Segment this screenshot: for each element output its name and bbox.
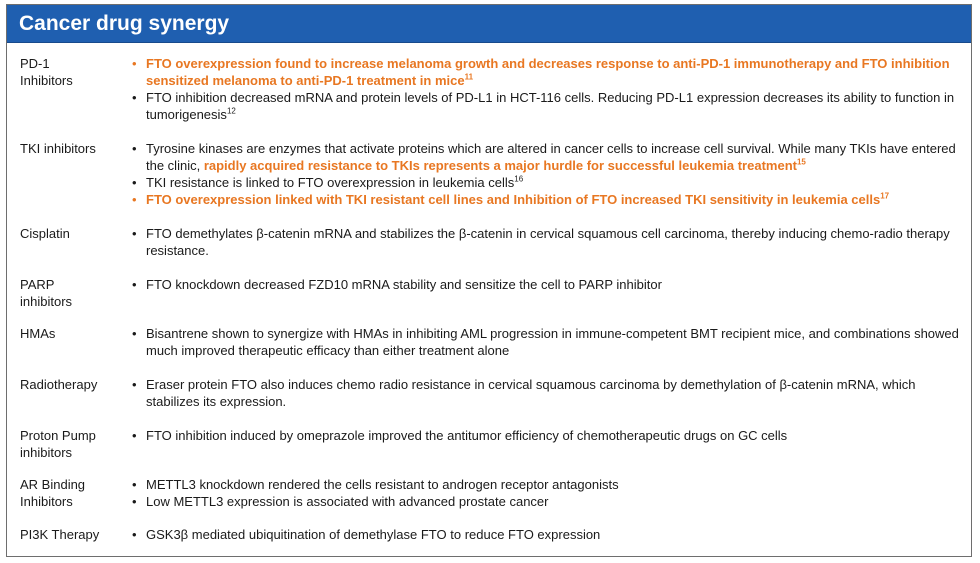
category-label: Proton Pump inhibitors [20, 428, 96, 460]
bullet-text: FTO overexpression found to increase melanoma growth and decreases response to anti-PD-1 immunotherapy and FTO inhibition sensitized melanoma to anti-PD-1 treatment in mice$^{11}$ [146, 56, 950, 88]
bullet-item [112, 191, 961, 208]
bullet-text: FTO overexpression linked with TKI resistant cell lines and Inhibition of FTO increased TKI sensitivity in leukemia cells$^{17}$ [146, 191, 890, 207]
category-label: AR Binding Inhibitors [20, 477, 86, 509]
bullet-item [112, 476, 961, 493]
bullet-item [112, 376, 961, 410]
bullet-marker: • [132, 56, 137, 71]
category-label: Cisplatin [20, 226, 70, 241]
row-pi3k [7, 526, 971, 543]
bullet-item [112, 276, 961, 293]
bullet-item [112, 325, 961, 359]
bullet-marker: • [132, 141, 137, 156]
slide-title: Cancer drug synergy [7, 5, 971, 43]
bullet-list [112, 140, 971, 208]
bullet-list [112, 325, 971, 359]
drug-table [7, 43, 971, 543]
row-proton-pump [7, 427, 971, 461]
bullet-list [112, 276, 971, 293]
category-label: TKI inhibitors [20, 141, 96, 156]
category-label: HMAs [20, 326, 56, 341]
category-label: PARP inhibitors [20, 277, 73, 309]
bullet-list [112, 476, 971, 510]
bullet-list [112, 526, 971, 543]
bullet-list [112, 376, 971, 410]
bullet-marker: • [132, 175, 137, 190]
category-label: PD-1 Inhibitors [20, 56, 73, 88]
bullet-text: METTL3 knockdown rendered the cells resistant to androgen receptor antagonists [146, 477, 619, 492]
bullet-text: Bisantrene shown to synergize with HMAs in inhibiting AML progression in immune-competent BMT recipient mice, and combinations showed much improved therapeutic efficacy than either treatment alone [146, 326, 959, 358]
bullet-marker: • [132, 326, 137, 341]
bullet-marker: • [132, 226, 137, 241]
bullet-marker: • [132, 428, 137, 443]
bullet-item [112, 493, 961, 510]
row-tki [7, 140, 971, 208]
bullet-item [112, 174, 961, 191]
row-cisplatin [7, 225, 971, 259]
bullet-text: FTO demethylates β-catenin mRNA and stabilizes the β-catenin in cervical squamous cell carcinoma, thereby inducing chemo-radio therapy resistance. [146, 226, 950, 258]
bullet-text: TKI resistance is linked to FTO overexpression in leukemia cells$^{16}$ [146, 174, 524, 190]
bullet-text: FTO inhibition decreased mRNA and protein levels of PD-L1 in HCT-116 cells. Reducing PD-L1 expression decreases its ability to function in tumorigenesis$^{12}$ [146, 90, 955, 122]
bullet-marker: • [132, 90, 137, 105]
row-pd1 [7, 55, 971, 123]
bullet-text: Eraser protein FTO also induces chemo radio resistance in cervical squamous carcinoma by demethylation of β-catenin mRNA, which stabilizes its expression. [146, 377, 916, 409]
bullet-marker: • [132, 527, 137, 542]
bullet-text: Low METTL3 expression is associated with advanced prostate cancer [146, 494, 549, 509]
category-label: Radiotherapy [20, 377, 98, 392]
bullet-item [112, 225, 961, 259]
bullet-list [112, 427, 971, 444]
slide-frame [6, 4, 972, 557]
bullet-item [112, 55, 961, 89]
bullet-marker: • [132, 377, 137, 392]
bullet-item [112, 526, 961, 543]
bullet-text: Tyrosine kinases are enzymes that activate proteins which are altered in cancer cells to increase cell survival. While many TKIs have entered the clinic, rapidly acquired resistance to TKIs represents a major hurdle for successful leukemia treatment$^{15}$ [146, 141, 956, 173]
row-hmas [7, 325, 971, 359]
bullet-text: FTO inhibition induced by omeprazole improved the antitumor efficiency of chemotherapeutic drugs on GC cells [146, 428, 788, 443]
bullet-marker: • [132, 494, 137, 509]
category-label: PI3K Therapy [20, 527, 100, 542]
bullet-list [112, 55, 971, 123]
bullet-marker: • [132, 277, 137, 292]
row-radiotherapy [7, 376, 971, 410]
bullet-text: GSK3β mediated ubiquitination of demethylase FTO to reduce FTO expression [146, 527, 601, 542]
bullet-item [112, 140, 961, 174]
bullet-text: FTO knockdown decreased FZD10 mRNA stability and sensitize the cell to PARP inhibitor [146, 277, 662, 292]
row-parp [7, 276, 971, 310]
row-ar-binding [7, 476, 971, 510]
bullet-item [112, 89, 961, 123]
bullet-item [112, 427, 961, 444]
bullet-marker: • [132, 192, 137, 207]
bullet-marker: • [132, 477, 137, 492]
bullet-list [112, 225, 971, 259]
